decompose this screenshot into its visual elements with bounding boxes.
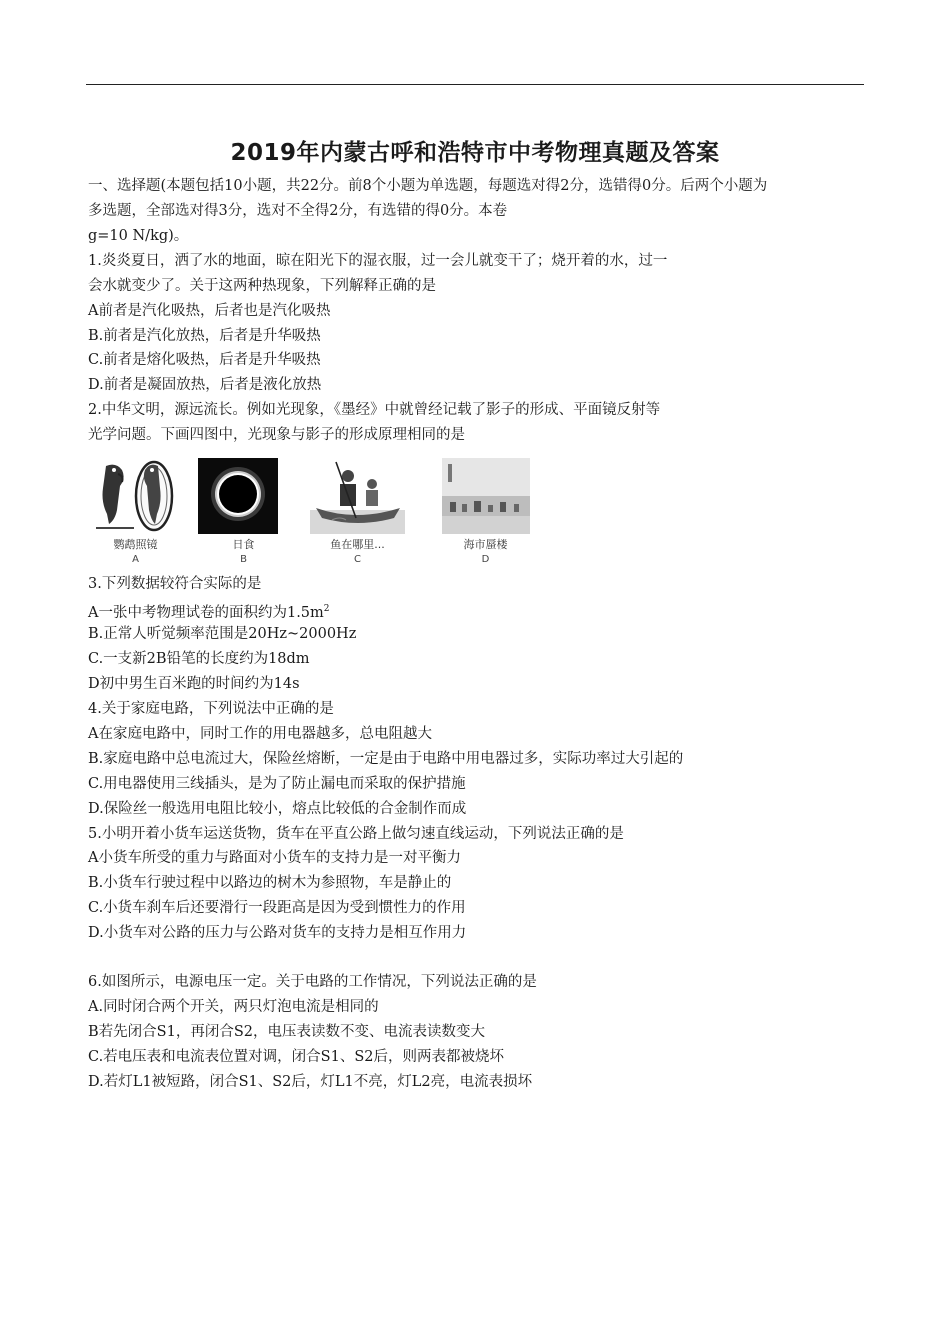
q4-option-b: B.家庭电路中总电流过大，保险丝熔断，一定是由于电路中用电器过多，实际功率过大引起的 (88, 751, 684, 767)
q4-option-a: A在家庭电路中，同时工作的用电器越多，总电阻越大 (88, 726, 432, 742)
figure-b-caption: 日食 (232, 538, 255, 551)
q3-stem: 3.下列数据较符合实际的是 (88, 576, 262, 592)
intro-line-1: 一、选择题(本题包括10小题，共22分。前8个小题为单选题，每题选对得2分，选错得0分。后两个小题为 (88, 178, 768, 194)
q5-option-d: D.小货车对公路的压力与公路对货车的支持力是相互作用力 (88, 925, 467, 941)
q2-stem-line-2: 光学问题。下画四图中，光现象与影子的形成原理相同的是 (88, 427, 465, 443)
figure-d-letter: D (481, 554, 490, 565)
q3-option-d: D初中男生百米跑的时间约为14s (88, 676, 300, 692)
q5-stem: 5.小明开着小货车运送货物，货车在平直公路上做匀速直线运动，下列说法正确的是 (88, 826, 624, 842)
q6-option-a: A.同时闭合两个开关，两只灯泡电流是相同的 (88, 999, 379, 1015)
figure-b (196, 458, 291, 570)
q2-figures (88, 458, 538, 570)
figure-d (438, 458, 533, 570)
q1-option-c: C.前者是熔化吸热，后者是升华吸热 (88, 352, 321, 368)
figure-a (88, 458, 183, 570)
q4-option-c: C.用电器使用三线插头，是为了防止漏电而采取的保护措施 (88, 776, 466, 792)
intro-line-3: g=10 N/kg)。 (88, 228, 189, 244)
intro-line-2: 多选题，全部选对得3分，选对不全得2分，有选错的得0分。本卷 (88, 203, 508, 219)
q3-option-a (88, 599, 330, 623)
q5-option-b: B.小货车行驶过程中以路边的树木为参照物，车是静止的 (88, 875, 452, 891)
figure-a-letter: A (132, 554, 139, 565)
q3-option-c: C.一支新2B铅笔的长度约为18dm (88, 651, 310, 667)
q4-stem: 4.关于家庭电路，下列说法中正确的是 (88, 701, 334, 717)
q1-option-d: D.前者是凝固放热，后者是液化放热 (88, 377, 322, 393)
q6-option-c: C.若电压表和电流表位置对调，闭合S1、S2后，则两表都被烧坏 (88, 1049, 505, 1065)
figure-a-caption: 鹦鹉照镜 (113, 538, 158, 551)
q1-stem-line-1: 1.炎炎夏日，洒了水的地面，晾在阳光下的湿衣服，过一会儿就变干了；烧开着的水，过一 (88, 253, 668, 269)
figure-c (310, 458, 405, 570)
q3-option-a-text: A一张中考物理试卷的面积约为1.5m (88, 604, 324, 621)
figure-b-letter: B (240, 554, 247, 565)
mirage-image (438, 458, 533, 534)
q5-option-c: C.小货车刹车后还要滑行一段距高是因为受到惯性力的作用 (88, 900, 466, 916)
q3-option-b: B.正常人听觉频率范围是20Hz~2000Hz (88, 626, 357, 642)
solar-eclipse-image (196, 458, 291, 534)
q1-option-b: B.前者是汽化放热，后者是升华吸热 (88, 328, 321, 344)
q6-stem: 6.如图所示，电源电压一定。关于电路的工作情况，下列说法正确的是 (88, 974, 537, 990)
q1-stem-line-2: 会水就变少了。关于这两种热现象，下列解释正确的是 (88, 278, 436, 294)
page-title: 2019年内蒙古呼和浩特市中考物理真题及答案 (230, 140, 720, 166)
q1-option-a: A前者是汽化吸热，后者也是汽化吸热 (88, 303, 331, 319)
q4-option-d: D.保险丝一般选用电阻比较小，熔点比较低的合金制作而成 (88, 801, 467, 817)
fishing-boat-image (310, 458, 405, 534)
q6-option-d: D.若灯L1被短路，闭合S1、S2后，灯L1不亮，灯L2亮，电流表损坏 (88, 1074, 533, 1090)
q3-option-a-superscript: 2 (323, 604, 330, 614)
figure-c-caption: 鱼在哪里... (330, 538, 385, 551)
q2-stem-line-1: 2.中华文明，源远流长。例如光现象，《墨经》中就曾经记载了影子的形成、平面镜反射等 (88, 402, 661, 418)
q5-option-a: A小货车所受的重力与路面对小货车的支持力是一对平衡力 (88, 850, 461, 866)
top-divider (86, 84, 864, 85)
q6-option-b: B若先闭合S1，再闭合S2，电压表读数不变、电流表读数变大 (88, 1024, 485, 1040)
parrot-mirror-image (88, 458, 183, 534)
figure-c-letter: C (354, 554, 361, 565)
figure-d-caption: 海市蜃楼 (463, 538, 508, 551)
